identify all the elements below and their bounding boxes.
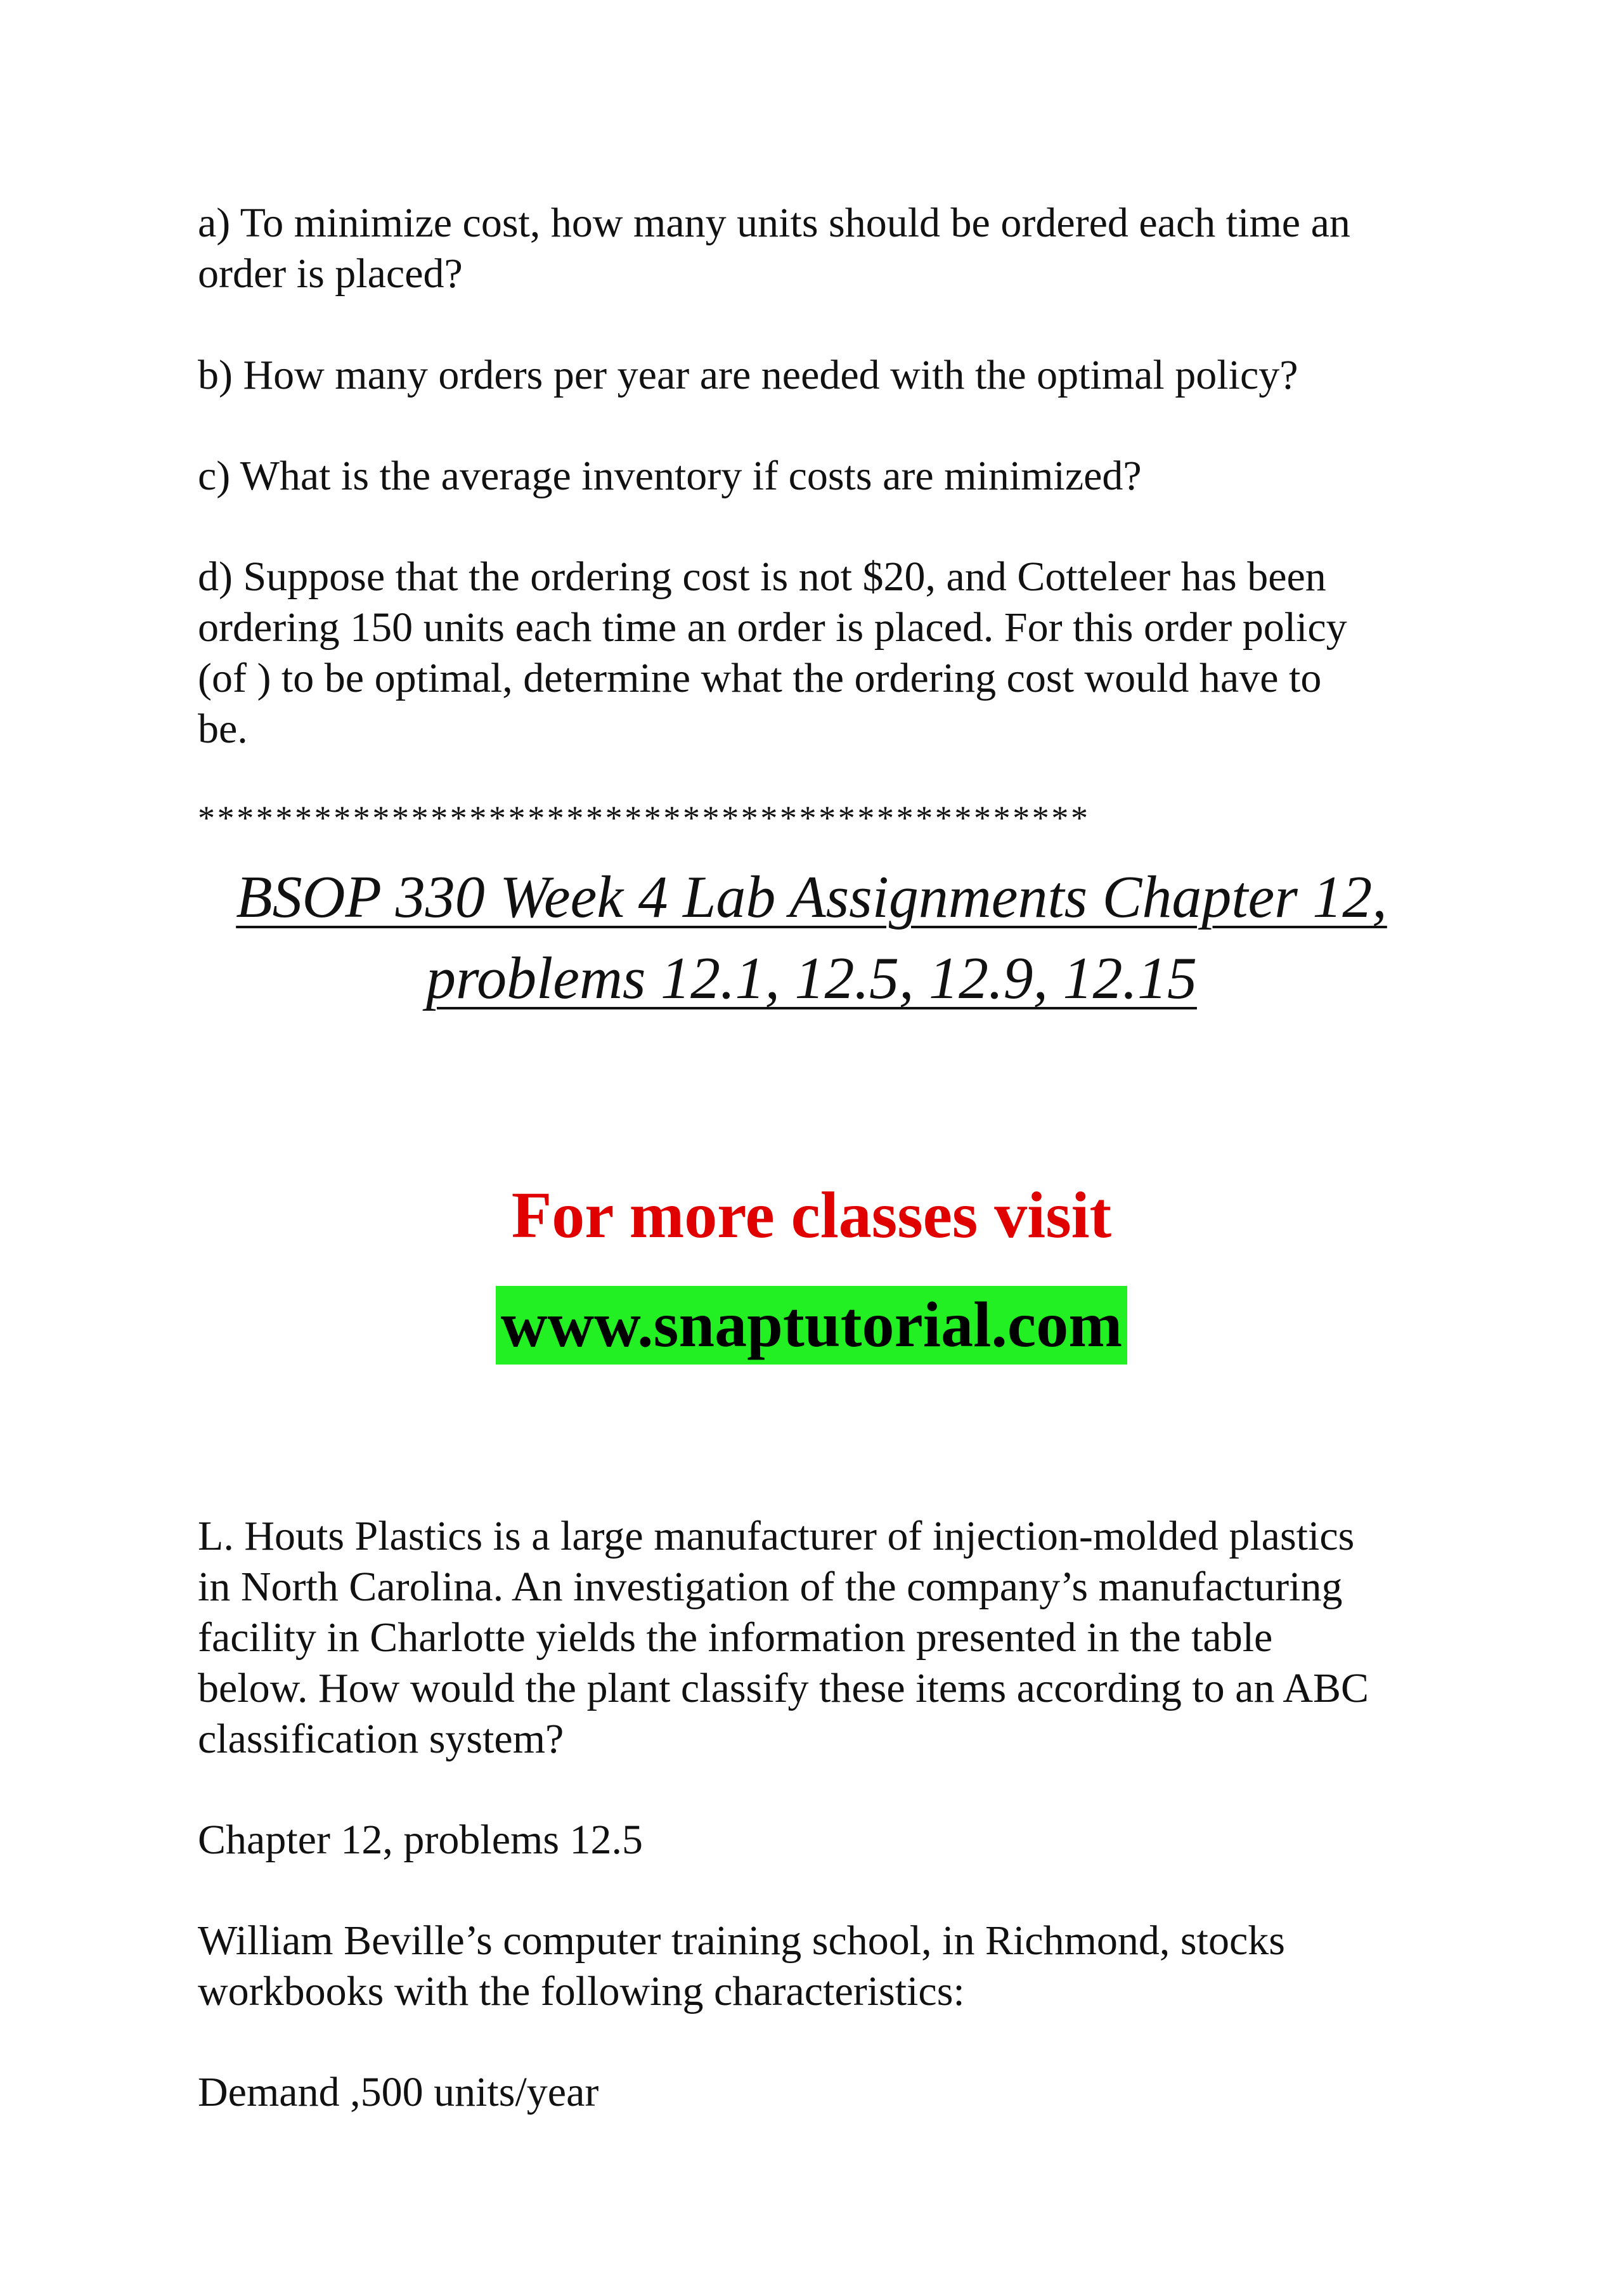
question-c: c) What is the average inventory if costs are minimized? [198,453,1142,499]
assignment-title-link-1[interactable]: BSOP 330 Week 4 Lab Assignments Chapter 12, [236,864,1387,930]
assignment-title-link-2[interactable]: problems 12.1, 12.5, 12.9, 12.15 [426,945,1197,1011]
promo-url-container [0,1286,1623,1365]
question-b: b) How many orders per year are needed with the optimal policy? [198,352,1298,398]
promo-text: For more classes visit [511,1179,1112,1252]
assignment-title-line-1[interactable] [0,856,1623,938]
beville-paragraph: William Beville’s computer training school, in Richmond, stocks workbooks with the following characteristics: [198,1917,1285,2014]
question-d: d) Suppose that the ordering cost is not $20, and Cotteleer has been ordering 150 units each time an order is placed. For this order policy (of ) to be optimal, determine what the ordering cost would have to be. [198,554,1347,752]
houts-plastics-paragraph: L. Houts Plastics is a large manufacturer of injection-molded plastics in North Carolina. An investigation of the company’s manufacturing facility in Charlotte yields the information presented in the table below. How would the plant classify these items according to an ABC classification system? [198,1513,1369,1762]
question-a: a) To minimize cost, how many units should be ordered each time an order is placed? [198,200,1350,297]
chapter-problem-label: Chapter 12, problems 12.5 [198,1817,643,1863]
assignment-title-line-2[interactable] [0,937,1623,1020]
demand-line: Demand ,500 units/year [198,2069,599,2115]
separator-line: ********************************************** [198,799,1090,837]
promo-url[interactable]: www.snaptutorial.com [496,1286,1127,1365]
